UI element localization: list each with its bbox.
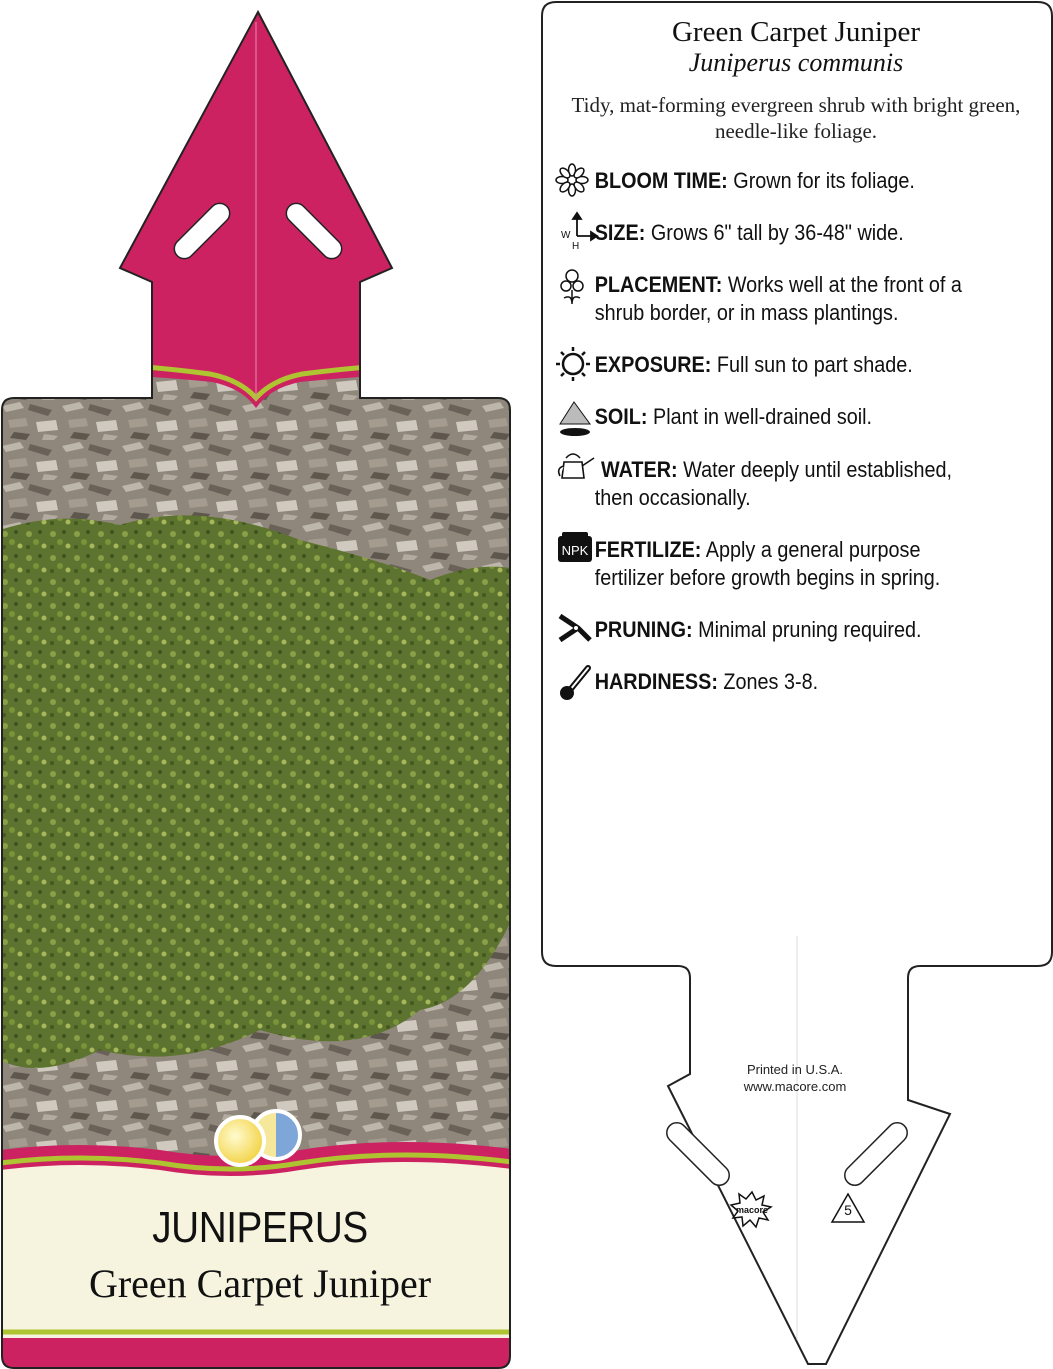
front-genus-label: JUNIPERUS xyxy=(152,1203,368,1252)
row-exposure: EXPOSURE: Full sun to part shade. xyxy=(594,352,913,377)
recycle-number: 5 xyxy=(844,1202,852,1218)
row-size: SIZE: Grows 6" tall by 36-48" wide. xyxy=(594,220,904,245)
macore-logo-text: macore xyxy=(735,1205,769,1215)
svg-text:W: W xyxy=(561,230,571,241)
row-hardiness: HARDINESS: Zones 3-8. xyxy=(594,669,819,694)
front-tag xyxy=(0,0,520,1369)
row-fertilize: FERTILIZE: Apply a general purpose fertilizer before growth begins in spring. xyxy=(594,537,941,590)
svg-text:H: H xyxy=(572,241,580,252)
back-title: Green Carpet Juniper xyxy=(671,16,920,48)
row-pruning: PRUNING: Minimal pruning required. xyxy=(594,617,922,642)
row-bloom-time: BLOOM TIME: Grown for its foliage. xyxy=(594,168,915,193)
front-common-name: Green Carpet Juniper xyxy=(88,1261,432,1306)
svg-text:NPK: NPK xyxy=(561,543,589,558)
printed-in-label: Printed in U.S.A. xyxy=(746,1062,844,1077)
plant-photo-foliage xyxy=(0,515,520,1068)
website-label: www.macore.com xyxy=(743,1079,847,1094)
row-water: WATER: Water deeply until established, then occasionally. xyxy=(594,457,953,510)
row-placement: PLACEMENT: Works well at the front of a shrub border, or in mass plantings. xyxy=(594,272,962,325)
row-soil: SOIL: Plant in well-drained soil. xyxy=(594,404,873,429)
printed-credit xyxy=(690,1061,900,1095)
back-latin-name: Juniperus communis xyxy=(688,48,904,77)
exposure-badge-icon xyxy=(216,1111,300,1165)
back-description: Tidy, mat-forming evergreen shrub with bright green, needle-like foliage. xyxy=(571,93,1021,143)
